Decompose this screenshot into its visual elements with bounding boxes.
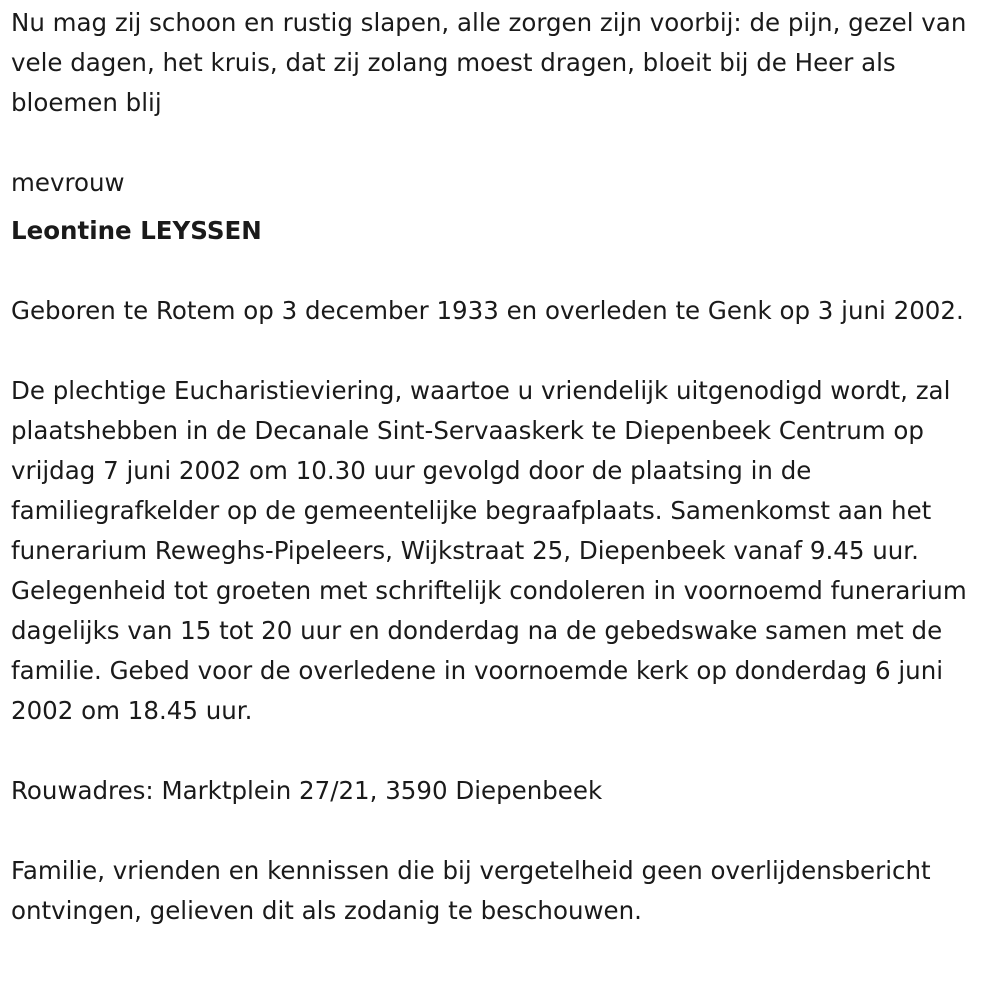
family-notice: Familie, vrienden en kennissen die bij vergetelheid geen overlijdensbericht ontvingen, gelieven dit als zodanig te beschouwen. [11, 856, 931, 925]
honorific-title: mevrouw [11, 168, 125, 197]
birth-death-details: Geboren te Rotem op 3 december 1933 en overleden te Genk op 3 juni 2002. [11, 296, 964, 325]
memorial-verse: Nu mag zij schoon en rustig slapen, alle zorgen zijn voorbij: de pijn, gezel van vele dagen, het kruis, dat zij zolang moest dragen, bloeit bij de Heer als bloemen blij [11, 8, 967, 117]
obituary-document [11, 3, 993, 931]
ceremony-details: De plechtige Eucharistieviering, waartoe u vriendelijk uitgenodigd wordt, zal plaatshebben in de Decanale Sint-Servaaskerk te Diepenbeek Centrum op vrijdag 7 juni 2002 om 10.30 uur gevolgd door de plaatsing in de familiegrafkelder op de gemeentelijke begraafplaats. Samenkomst aan het funerarium Reweghs-Pipeleers, Wijkstraat 25, Diepenbeek vanaf 9.45 uur. Gelegenheid tot groeten met schriftelijk condoleren in voornoemd funerarium dagelijks van 15 tot 20 uur en donderdag na de gebedswake samen met de familie. Gebed voor de overledene in voornoemde kerk op donderdag 6 juni 2002 om 18.45 uur. [11, 376, 967, 725]
deceased-name: Leontine LEYSSEN [11, 216, 262, 245]
mourning-address: Rouwadres: Marktplein 27/21, 3590 Diepenbeek [11, 776, 603, 805]
